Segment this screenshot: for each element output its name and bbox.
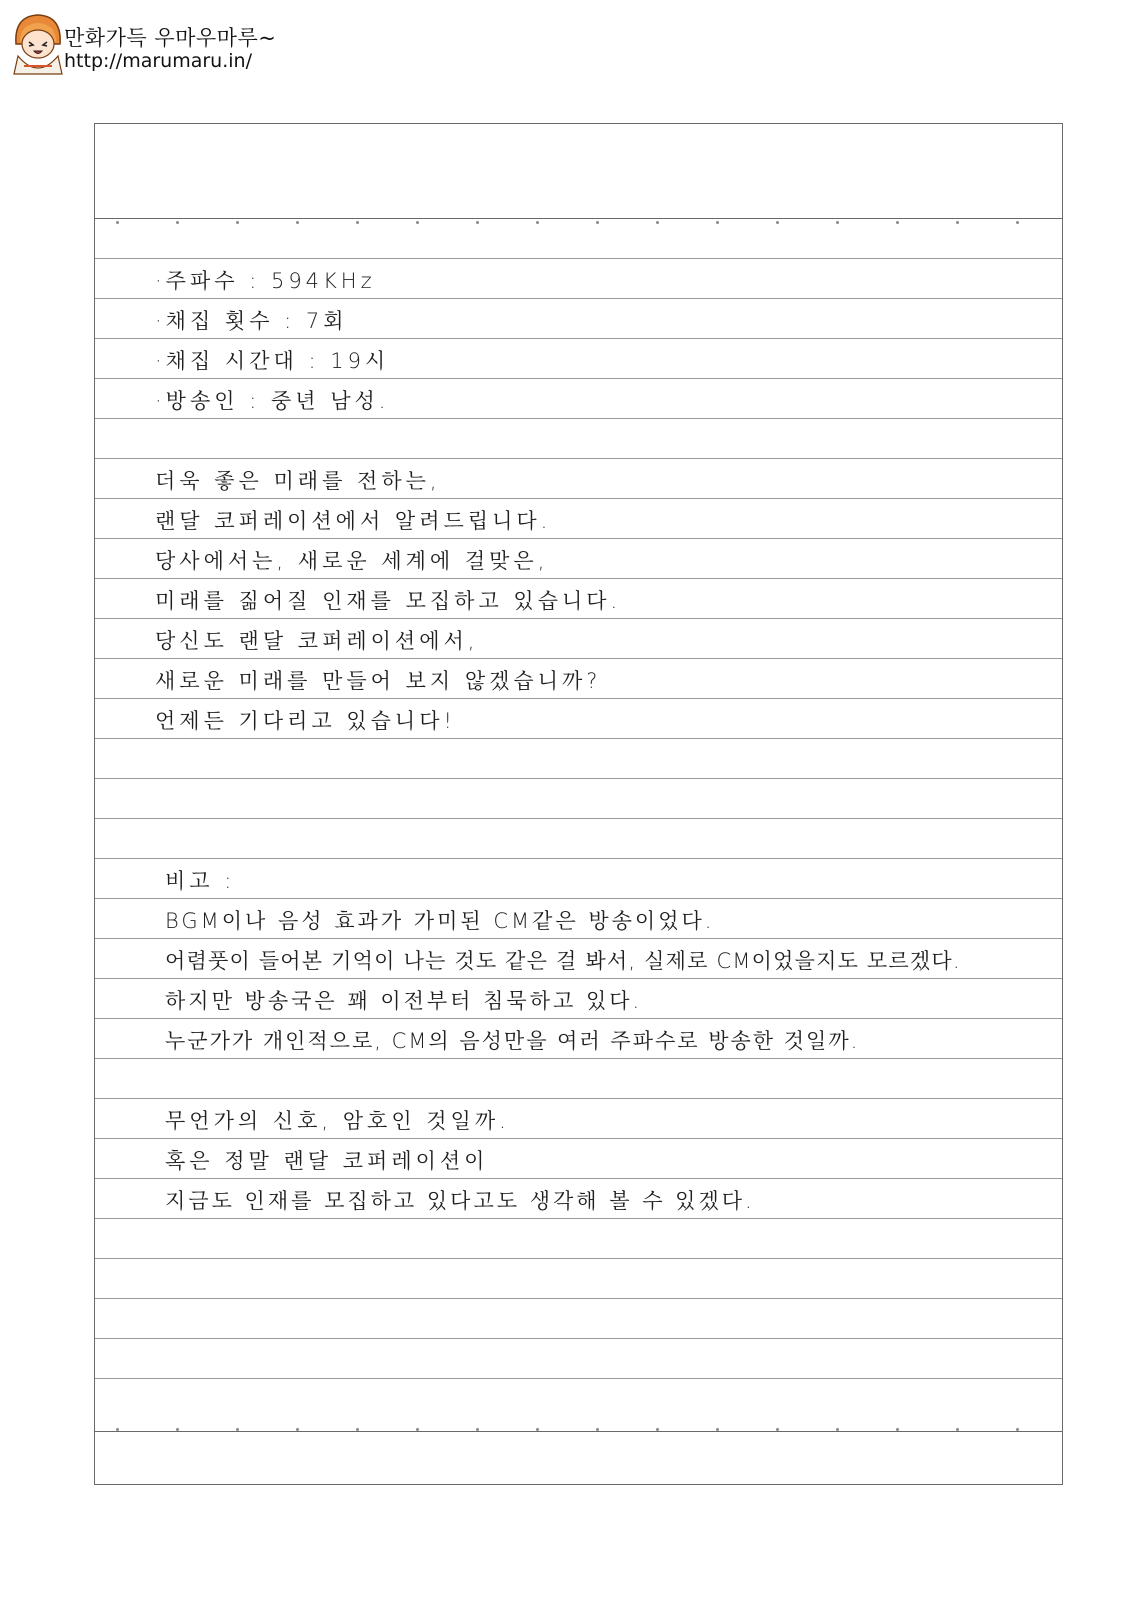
ruled-line: [95, 578, 1062, 579]
ruled-line: [95, 418, 1062, 419]
ruled-line: [95, 1258, 1062, 1259]
ruled-line: [95, 738, 1062, 739]
message-line: 새로운 미래를 만들어 보지 않겠습니까?: [155, 669, 602, 693]
closing-line: 지금도 인재를 모집하고 있다고도 생각해 볼 수 있겠다.: [165, 1189, 755, 1213]
ruled-line: [95, 1058, 1062, 1059]
remarks-line: BGM이나 음성 효과가 가미된 CM같은 방송이었다.: [165, 909, 715, 933]
message-line: 더욱 좋은 미래를 전하는,: [155, 469, 441, 493]
ruled-line: [95, 1378, 1062, 1379]
message-line: 미래를 짊어질 인재를 모집하고 있습니다.: [155, 589, 622, 613]
message-line: 당신도 랜달 코퍼레이션에서,: [155, 629, 479, 653]
info-collect-time: ·채집 시간대 : 19시: [155, 349, 390, 373]
ruled-line: [95, 258, 1062, 259]
ruled-line: [95, 1018, 1062, 1019]
info-broadcaster: ·방송인 : 중년 남성.: [155, 389, 390, 413]
ruled-line: [95, 498, 1062, 499]
ruled-line: [95, 818, 1062, 819]
ruled-line: [95, 1338, 1062, 1339]
ruled-line: [95, 698, 1062, 699]
umaru-mascot-icon: [8, 10, 68, 76]
page-header-band: [95, 124, 1062, 219]
message-line: 랜달 코퍼레이션에서 알려드립니다.: [155, 509, 552, 533]
ruled-line: [95, 898, 1062, 899]
notebook-page: [94, 123, 1063, 1485]
ruled-line: [95, 298, 1062, 299]
ruled-line: [95, 338, 1062, 339]
ruled-line: [95, 658, 1062, 659]
ruled-line: [95, 1218, 1062, 1219]
ruled-line: [95, 1178, 1062, 1179]
ruled-line: [95, 1298, 1062, 1299]
remarks-heading: 비고 :: [165, 869, 236, 893]
remarks-line: 어렴풋이 들어본 기억이 나는 것도 같은 걸 봐서, 실제로 CM이었을지도 모르겠다.: [165, 949, 961, 973]
message-line: 언제든 기다리고 있습니다!: [155, 709, 456, 733]
ruled-line: [95, 458, 1062, 459]
ruled-line: [95, 778, 1062, 779]
remarks-line: 하지만 방송국은 꽤 이전부터 침묵하고 있다.: [165, 989, 643, 1013]
ruled-line: [95, 858, 1062, 859]
closing-line: 무언가의 신호, 암호인 것일까.: [165, 1109, 510, 1133]
ruled-line: [95, 1138, 1062, 1139]
remarks-line: 누군가가 개인적으로, CM의 음성만을 여러 주파수로 방송한 것일까.: [165, 1029, 860, 1053]
ruled-line: [95, 938, 1062, 939]
ruled-line: [95, 538, 1062, 539]
message-line: 당사에서는, 새로운 세계에 걸맞은,: [155, 549, 549, 573]
ruled-line: [95, 618, 1062, 619]
watermark: [8, 10, 288, 76]
watermark-url: http://marumaru.in/: [64, 50, 252, 72]
closing-line: 혹은 정말 랜달 코퍼레이션이: [165, 1149, 489, 1173]
ruled-line: [95, 1098, 1062, 1099]
ruled-line: [95, 378, 1062, 379]
page-footer-band: [95, 1431, 1062, 1484]
ruled-line: [95, 978, 1062, 979]
info-collect-count: ·채집 횟수 : 7회: [155, 309, 348, 333]
info-frequency: ·주파수 : 594KHz: [155, 269, 376, 293]
watermark-title: 만화가득 우마우마루~: [64, 26, 277, 50]
